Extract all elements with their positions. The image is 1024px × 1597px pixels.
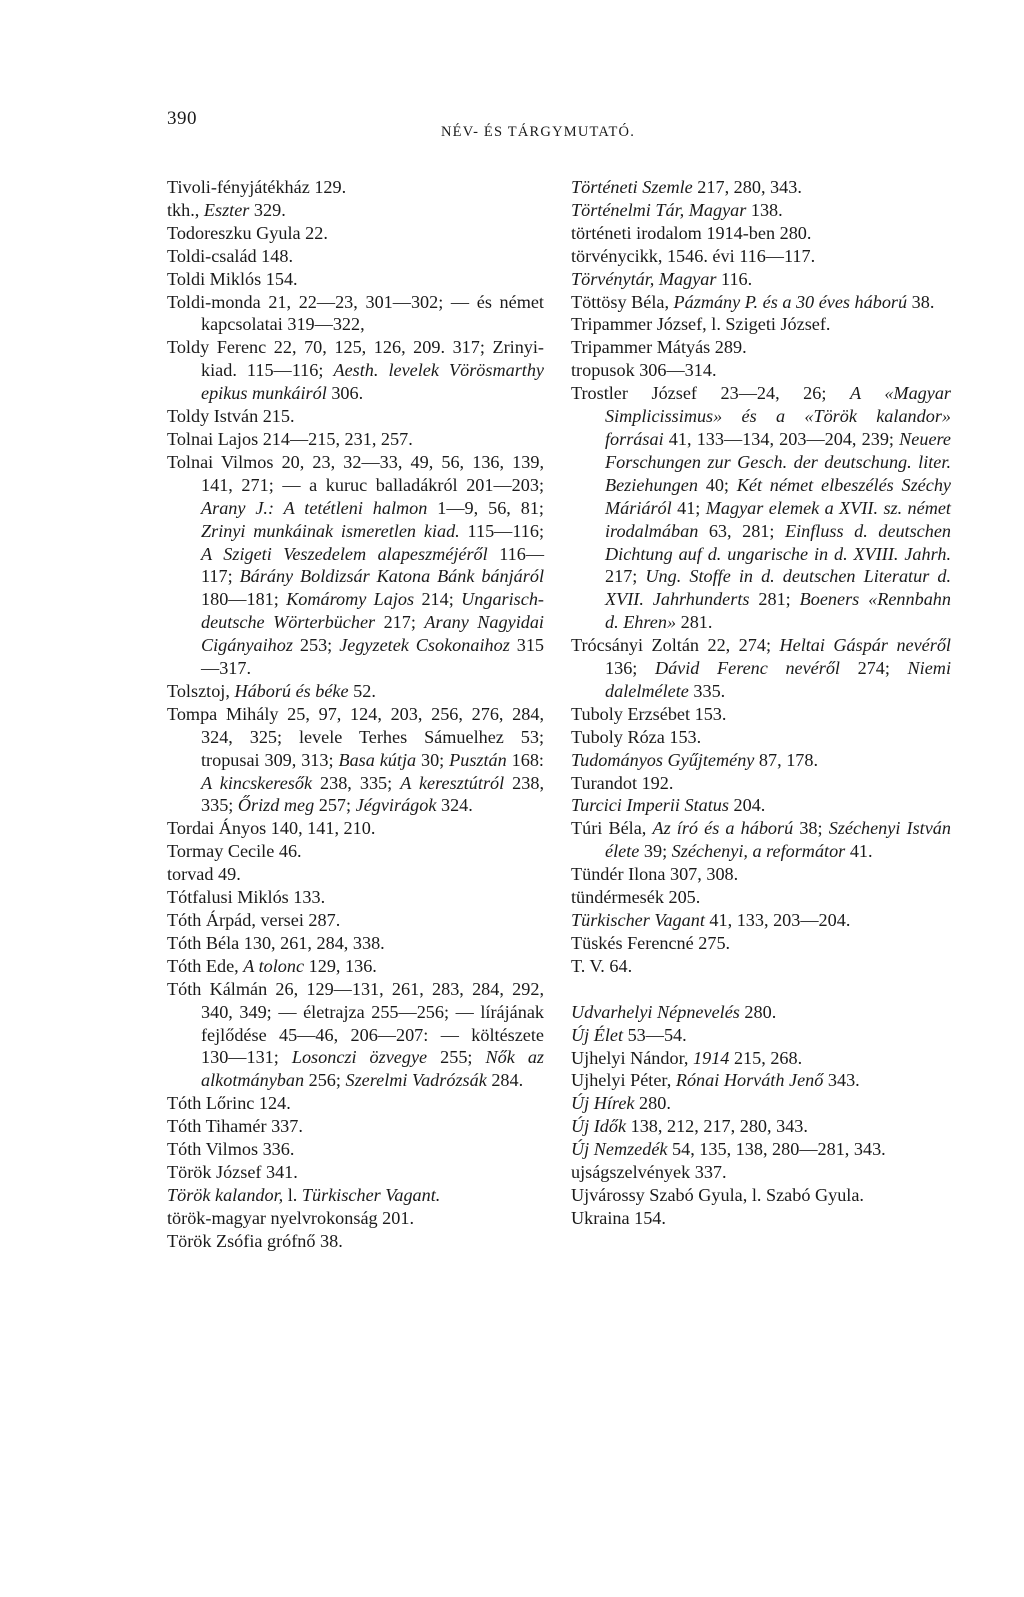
index-entry-text: Toldy Ferenc 22, 70, 125, 126, 209. 317; Zrinyi-kiad. 115—116; — [167, 337, 544, 381]
index-entry-title: Őrizd meg — [237, 795, 315, 816]
index-entry — [167, 955, 544, 978]
index-entry-text: T. V. 64. — [571, 955, 633, 976]
index-entry-text: Tuboly Erzsébet 153. — [571, 703, 727, 724]
index-entry-text: Ujhelyi Péter, — [571, 1070, 676, 1091]
index-entry-text: 168: — [506, 749, 544, 770]
index-entry-text: 329. — [249, 199, 286, 220]
index-entry-text: 238, 335; — [312, 772, 401, 793]
index-entry — [167, 1092, 544, 1115]
index-entry-text: Ujvárossy Szabó Gyula, l. Szabó Gyula. — [571, 1184, 864, 1205]
index-entry-title: 1914 — [693, 1047, 730, 1068]
index-entry — [167, 1115, 544, 1138]
index-entry — [167, 428, 544, 451]
index-entry-text: 38. — [907, 291, 935, 312]
index-entry — [571, 313, 951, 336]
index-entry-title: Történelmi Tár, Magyar — [571, 199, 747, 220]
index-entry-text: 257; — [314, 795, 356, 816]
index-entry-text: 41, 133—134, 203—204, 239; — [663, 428, 900, 449]
index-entry-title: Jégvirágok — [355, 795, 437, 816]
index-entry-text: 214; — [414, 589, 462, 610]
index-entry — [167, 405, 544, 428]
index-entry — [167, 222, 544, 245]
index-entry-text: l. — [283, 1184, 302, 1205]
index-entry-title: Niemi dalelmélete — [605, 658, 951, 701]
index-entry-text: Tormay Cecile 46. — [167, 841, 302, 862]
index-entry-text: Török Zsófia grófnő 38. — [167, 1230, 343, 1251]
index-entry-text: Tompa Mihály 25, 97, 124, 203, 256, 276, 284, 324, 325; levele Terhes Sámuelhez 53; tropusai 309, 313; — [167, 703, 544, 770]
index-entry-title: Török kalandor, — [167, 1184, 284, 1205]
index-entry-text: Trostler József 23—24, 26; — [571, 383, 850, 404]
index-entry — [167, 291, 544, 337]
index-entry-text: Tolnai Vilmos 20, 23, 32—33, 49, 56, 136, 139, 141, 271; — a kuruc balladákról 201—203; — [167, 451, 544, 495]
index-entry-title: A tolonc — [243, 955, 305, 976]
index-entry — [571, 1138, 951, 1161]
index-entry-text: 180—181; — [201, 589, 287, 610]
index-entry-text: Tóth Lőrinc 124. — [167, 1093, 291, 1114]
index-entry — [571, 932, 951, 955]
index-entry-title: Magyar elemek a XVII. sz. német irodalmában — [605, 497, 951, 541]
index-entry-text: Turandot 192. — [571, 772, 674, 793]
index-entry-text: Tóth Béla 130, 261, 284, 338. — [167, 932, 385, 953]
index-entry — [571, 1184, 951, 1207]
index-column-right — [571, 176, 951, 1230]
index-entry-title: Losonczi özvegye — [291, 1047, 428, 1068]
index-entry-text: 315—317. — [201, 635, 545, 679]
index-entry — [571, 703, 951, 726]
index-entry-text: 215, 268. — [729, 1047, 803, 1068]
index-entry-title: Turcici Imperii Status — [571, 795, 729, 816]
index-entry — [167, 978, 544, 1093]
index-entry — [571, 1047, 951, 1070]
index-entry — [571, 1207, 951, 1230]
index-entry — [167, 680, 544, 703]
index-entry-title: Széchenyi, a reformátor — [671, 841, 846, 862]
index-entry-title: Arany Nagyidai Cigányaihoz — [201, 612, 544, 656]
index-entry-text: 138, 212, 217, 280, 343. — [626, 1116, 808, 1137]
index-entry-title: Törvénytár, Magyar — [571, 268, 717, 289]
index-entry — [571, 199, 951, 222]
index-entry — [571, 1024, 951, 1047]
index-entry — [571, 955, 951, 978]
index-entry — [167, 909, 544, 932]
index-entry-text: 281; — [749, 589, 800, 610]
index-entry — [167, 1207, 544, 1230]
page-number: 390 — [167, 108, 197, 129]
index-entry-text: 136; — [605, 658, 655, 679]
index-entry-title: Jegyzetek Csokonaihoz — [339, 635, 510, 656]
index-entry-text: Töttösy Béla, — [571, 291, 674, 312]
index-entry — [571, 176, 951, 199]
index-entry — [571, 886, 951, 909]
index-entry-title: Boeners «Rennbahn d. Ehren» — [605, 589, 951, 633]
running-head: NÉV- ÉS TÁRGYMUTATÓ. — [441, 124, 636, 140]
index-entry-text: 54, 135, 138, 280—281, 343. — [667, 1139, 886, 1160]
index-entry — [571, 222, 951, 245]
index-entry-text: Török József 341. — [167, 1161, 298, 1182]
index-entry — [571, 794, 951, 817]
index-entry-text: 115—116; — [459, 520, 545, 541]
index-entry-text: 63, 281; — [698, 520, 785, 541]
index-entry-text: 30; — [416, 749, 450, 770]
index-entry-text: 41. — [845, 841, 873, 862]
index-entry-text: 116—117; — [201, 543, 545, 587]
index-entry-title: Neuere Forschungen zur Gesch. der deutschung. liter. Beziehungen — [605, 428, 951, 495]
index-entry-title: A keresztútról — [400, 772, 505, 793]
index-entry — [167, 1138, 544, 1161]
index-entry-title: Széchenyi István élete — [605, 818, 951, 862]
index-entry-text: Tripammer József, l. Szigeti József. — [571, 314, 831, 335]
index-entry-text: török-magyar nyelvrokonság 201. — [167, 1207, 414, 1228]
index-entry-title: Udvarhelyi Népnevelés — [571, 1001, 740, 1022]
index-entry — [571, 909, 951, 932]
index-entry-title: Ungarisch-deutsche Wörterbücher — [201, 589, 544, 633]
index-entry-text: tündérmesék 205. — [571, 887, 701, 908]
index-entry-title: Tudományos Gyűjtemény — [571, 749, 755, 770]
index-entry-text: 281. — [676, 612, 713, 633]
index-entry-text: 87, 178. — [754, 749, 819, 770]
index-entry-text: 335. — [688, 680, 726, 701]
index-entry — [167, 176, 544, 199]
index-entry-title: A «Magyar Simplicissimus» és a «Török kalandor» forrásai — [605, 383, 952, 449]
index-entry-text: 53—54. — [623, 1024, 687, 1045]
index-entry-text: Tóth Árpád, versei 287. — [167, 910, 341, 930]
index-entry-title: Komáromy Lajos — [286, 589, 415, 610]
index-entry-title: Ung. Stoffe in d. deutschen Literatur d. XVII. Jahrhunderts — [605, 566, 951, 610]
index-entry-text: 204. — [728, 795, 766, 816]
index-entry-text: 40; — [697, 474, 737, 495]
index-entry-title: Heltai Gáspár nevéről — [779, 635, 951, 656]
index-entry-text: Tóth Kálmán 26, 129—131, 261, 283, 284, 292, 340, 349; — életrajza 255—256; — lírájának fejlődése 45—46, 206—207: — költészete 130—131; — [167, 978, 544, 1068]
index-entry — [571, 726, 951, 749]
index-entry — [571, 1092, 951, 1115]
index-entry — [167, 1161, 544, 1184]
index-entry-title: Aesth. levelek Vörösmarthy epikus munkáiról — [201, 360, 544, 404]
index-entry-text: Tóth Ede, — [167, 955, 244, 976]
index-entry-text: 217; — [375, 612, 425, 633]
index-entry — [571, 336, 951, 359]
index-entry — [167, 245, 544, 268]
index-entry-text: ujságszelvények 337. — [571, 1162, 727, 1183]
index-entry-text: 280. — [739, 1001, 777, 1022]
index-entry — [167, 886, 544, 909]
index-entry-title: Pázmány P. és a 30 éves háború — [673, 291, 908, 312]
index-entry — [571, 634, 951, 703]
index-entry-title: Zrinyi munkáinak ismeretlen kiad. — [201, 520, 460, 541]
index-entry — [571, 382, 951, 634]
index-entry-text: Tündér Ilona 307, 308. — [571, 864, 739, 885]
index-entry-title: Basa kútja — [338, 749, 417, 770]
index-entry-text: Tripammer Mátyás 289. — [571, 337, 747, 358]
index-entry-text: Tóth Vilmos 336. — [167, 1139, 295, 1160]
index-entry-text: Toldy István 215. — [167, 406, 295, 427]
index-entry-text: 324. — [436, 795, 473, 816]
index-entry-text: Tuboly Róza 153. — [571, 726, 702, 747]
index-entry-title: Szerelmi Vadrózsák — [345, 1070, 487, 1091]
index-entry-title: Türkischer Vagant — [571, 910, 705, 930]
index-entry-title: A Szigeti Veszedelem alapeszméjéről — [201, 543, 488, 564]
index-entry-text: 284. — [486, 1070, 524, 1091]
index-entry-title: Új Hírek — [571, 1093, 635, 1114]
index-entry-text: 274; — [839, 658, 908, 679]
index-entry — [167, 268, 544, 291]
index-entry-text: 253; — [292, 635, 340, 656]
index-entry — [167, 840, 544, 863]
index-entry-text: történeti irodalom 1914-ben 280. — [571, 222, 812, 243]
index-entry-text: 256; — [304, 1070, 346, 1091]
index-entry-text: 217, 280, 343. — [692, 177, 802, 197]
index-entry-text: Tüskés Ferencné 275. — [571, 932, 731, 953]
index-entry — [167, 1230, 544, 1253]
index-entry — [167, 1184, 544, 1207]
index-entry-text: 306. — [326, 383, 364, 404]
index-entry — [571, 359, 951, 382]
index-entry-text: Trócsányi Zoltán 22, 274; — [571, 635, 780, 656]
index-entry — [571, 1069, 951, 1092]
index-entry-title: Einfluss d. deutschen Dichtung auf d. ungarische in d. XVIII. Jahrh. — [605, 520, 951, 564]
index-entry — [571, 749, 951, 772]
index-entry-text: Toldi-család 148. — [167, 245, 294, 266]
index-entry-title: Pusztán — [449, 749, 507, 770]
index-entry — [167, 703, 544, 818]
index-entry-text: Todoreszku Gyula 22. — [167, 222, 328, 243]
index-entry — [571, 817, 951, 863]
index-entry — [571, 1161, 951, 1184]
index-entry — [571, 863, 951, 886]
index-entry-title: Két német elbeszélés Széchy Máriáról — [605, 474, 951, 518]
index-entry-text: Túri Béla, — [571, 818, 653, 839]
index-entry — [167, 336, 544, 405]
index-entry-text: Tordai Ányos 140, 141, 210. — [167, 818, 376, 839]
index-entry-text: torvad 49. — [167, 864, 241, 885]
index-entry-title: Az író és a háború — [652, 818, 794, 839]
index-entry-title: Új Idők — [571, 1116, 627, 1137]
index-entry-text: Ujhelyi Nándor, — [571, 1047, 694, 1068]
index-entry — [571, 268, 951, 291]
index-entry-title: A kincskeresők — [201, 772, 313, 793]
index-column-left — [167, 176, 544, 1253]
index-entry-text: 343. — [823, 1070, 860, 1091]
index-entry-text: Tolsztoj, — [167, 680, 235, 701]
index-entry-text: 38; — [793, 818, 829, 839]
index-entry-text: 238, 335; — [201, 772, 544, 816]
index-entry-title: Új Nemzedék — [571, 1139, 668, 1160]
index-entry-title: Nők az alkotmányban — [201, 1047, 544, 1091]
index-entry-text: tropusok 306—314. — [571, 360, 717, 381]
index-entry — [167, 451, 544, 680]
index-entry-text: törvénycikk, 1546. évi 116—117. — [571, 245, 816, 266]
index-entry — [571, 772, 951, 795]
index-entry-text: Toldi Miklós 154. — [167, 268, 298, 289]
index-entry-text: 217; — [605, 566, 646, 587]
index-entry-title: Eszter — [203, 199, 250, 220]
index-entry-text: 116. — [716, 268, 753, 289]
index-entry-text: Tótfalusi Miklós 133. — [167, 887, 326, 908]
index-entry-title: Türkischer Vagant. — [301, 1184, 441, 1205]
index-entry — [571, 291, 951, 314]
index-entry-text: 41, 133, 203—204. — [704, 910, 851, 930]
index-entry — [571, 245, 951, 268]
index-entry-text: 138. — [746, 199, 783, 220]
index-entry — [167, 199, 544, 222]
index-entry — [571, 1115, 951, 1138]
index-entry-title: Bárány Boldizsár Katona Bánk bánjáról — [239, 566, 544, 587]
index-entry-text: tkh., — [167, 199, 204, 220]
index-entry — [167, 932, 544, 955]
index-entry-text: Toldi-monda 21, 22—23, 301—302; — és német kapcsolatai 319—322, — [167, 291, 544, 335]
index-entry-title: Dávid Ferenc nevéről — [654, 658, 840, 679]
index-entry-title: Háború és béke — [234, 680, 349, 701]
index-entry-text: 280. — [634, 1093, 671, 1114]
index-entry-text: Tóth Tihamér 337. — [167, 1116, 303, 1137]
index-entry-text: 255; — [427, 1047, 486, 1068]
index-entry-title: Rónai Horváth Jenő — [675, 1070, 824, 1091]
index-entry-text: 41; — [671, 497, 706, 518]
index-entry-text: Ukraina 154. — [571, 1207, 666, 1228]
index-entry-text: 39; — [639, 841, 672, 862]
index-entry — [167, 817, 544, 840]
index-entry-text: Tivoli-fényjátékház 129. — [167, 177, 347, 197]
index-entry-title: Új Élet — [571, 1024, 624, 1045]
index-entry — [571, 1001, 951, 1024]
index-entry-text: Tolnai Lajos 214—215, 231, 257. — [167, 428, 413, 449]
index-entry-text: 129, 136. — [304, 955, 377, 976]
index-entry — [167, 863, 544, 886]
index-entry-title: Arany J.: A tetétleni halmon — [201, 497, 428, 518]
index-entry-text: 52. — [348, 680, 376, 701]
index-entry-text: 1—9, 56, 81; — [427, 497, 544, 518]
index-entry-title: Történeti Szemle — [571, 177, 693, 197]
